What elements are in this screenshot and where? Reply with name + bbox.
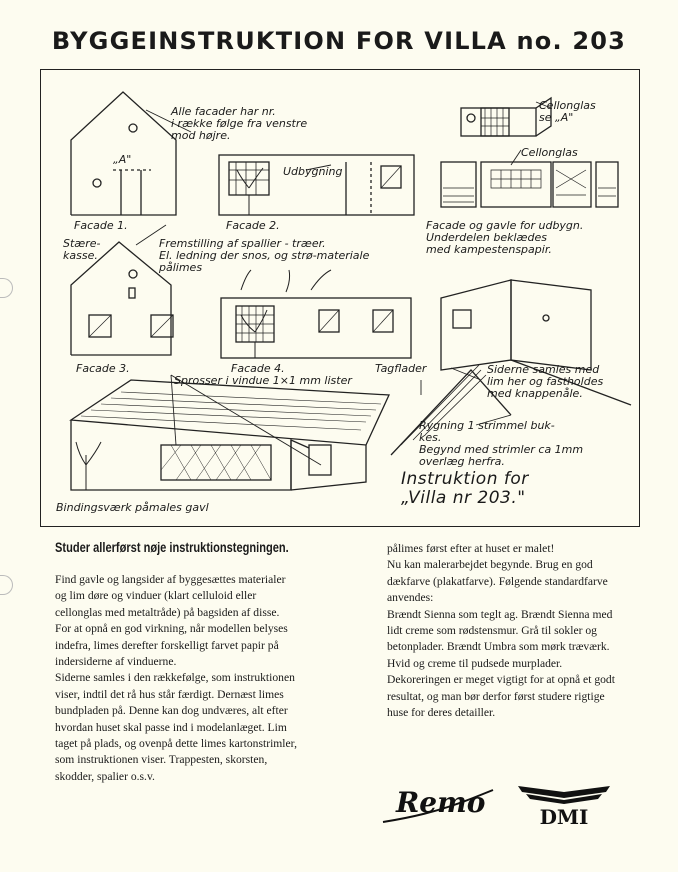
left-paragraph: Find gavle og langsider af byggesættes materialer og lim døre og vinduer (klart celluloid eller cellonglas med metaltråde) på bagsiden af disse. For at opnå en god virkning, når modellen belyses indefra, limes derefter forskelligt farvet papir på indersiderne af vinduerne.	[55, 573, 288, 669]
instructions-heading: Studer allerførst nøje instruktionstegningen.	[55, 540, 289, 555]
label-bindingsvaerk: Bindingsværk påmales gavl	[56, 501, 209, 514]
label-starekasse: Stære- kasse.	[63, 237, 101, 262]
dmi-logo-text: DMI	[539, 805, 589, 828]
remo-logo	[378, 778, 498, 828]
right-paragraph: Brændt Sienna som teglt ag. Brændt Sienna med lidt creme som rødstensmur. Grå til sokler og betonplader. Brændt Umbra som mørk træværk. Hvid og creme til pudsede murplader.	[387, 607, 613, 670]
label-udbygning-caption: Facade og gavle for udbygn. Underdelen beklædes med kampestenspapir.	[426, 219, 584, 256]
punch-hole	[0, 575, 13, 595]
right-paragraph: Dekoreringen er meget vigtigt for at opnå et godt resultat, og man bør derfor først studere rigtige huse for deres detailler.	[387, 673, 615, 720]
page-title: BYGGEINSTRUKTION FOR VILLA no. 203	[51, 27, 627, 55]
label-facade-2: Facade 2.	[226, 219, 280, 232]
label-cellonglas-2: Cellonglas	[521, 146, 578, 159]
instruction-diagram	[40, 69, 640, 527]
label-facade-3: Facade 3.	[76, 362, 130, 375]
label-facade-1: Facade 1.	[74, 219, 128, 232]
right-paragraph: Nu kan malerarbejdet begynde. Brug en god dækfarve (plakatfarve). Følgende standardfarve anvendes:	[387, 558, 608, 605]
label-spallier: Fremstilling af spallier - træer. El. ledning der snos, og strø-materiale pålimes	[159, 237, 370, 274]
udbygning-pieces-drawing	[441, 162, 618, 207]
label-cellonglas-1: Cellonglas se „A"	[539, 99, 596, 124]
left-column	[55, 572, 298, 785]
udbygning-top-drawing	[461, 98, 551, 136]
right-paragraph: pålimes først efter at huset er malet!	[387, 542, 555, 555]
house-drawing	[71, 380, 389, 490]
label-tagflader: Tagflader	[375, 362, 427, 375]
label-rygning: Rygning 1 strimmel buk- kes. Begynd med strimler ca 1mm overlæg herfra.	[419, 419, 584, 468]
label-facades-note: Alle facader har nr. i række følge fra venstre mod højre.	[171, 105, 308, 142]
dmi-logo	[518, 780, 610, 828]
label-facade-4: Facade 4.	[231, 362, 285, 375]
left-paragraph: Siderne samles i den rækkefølge, som instruktionen viser, indtil det rå hus står færdigt. Dernæst limes bundpladen på. Denne kan dog undværes, alt efter hvordan huset skal passe ind i modelanlæget. Lim taget på plads, og ovenpå dette limes kartonstrimler, som instruktionen viser. Trappesten, skorsten, skodder, spalier o.s.v.	[55, 671, 297, 783]
right-column	[387, 541, 627, 721]
facade-2-drawing	[219, 155, 414, 215]
label-a-mark: „A"	[113, 153, 132, 166]
label-sprosser: Sprosser i vindue 1×1 mm lister	[174, 374, 352, 387]
label-instruktion: Instruktion for „Villa nr 203."	[401, 469, 529, 508]
punch-hole	[0, 278, 13, 298]
label-siderne: Siderne samles med lim her og fastholdes med knappenåle.	[487, 363, 604, 400]
facade-4-drawing	[221, 270, 411, 358]
remo-logo-text: Remo	[396, 786, 486, 819]
label-udbygning: Udbygning	[283, 165, 343, 178]
